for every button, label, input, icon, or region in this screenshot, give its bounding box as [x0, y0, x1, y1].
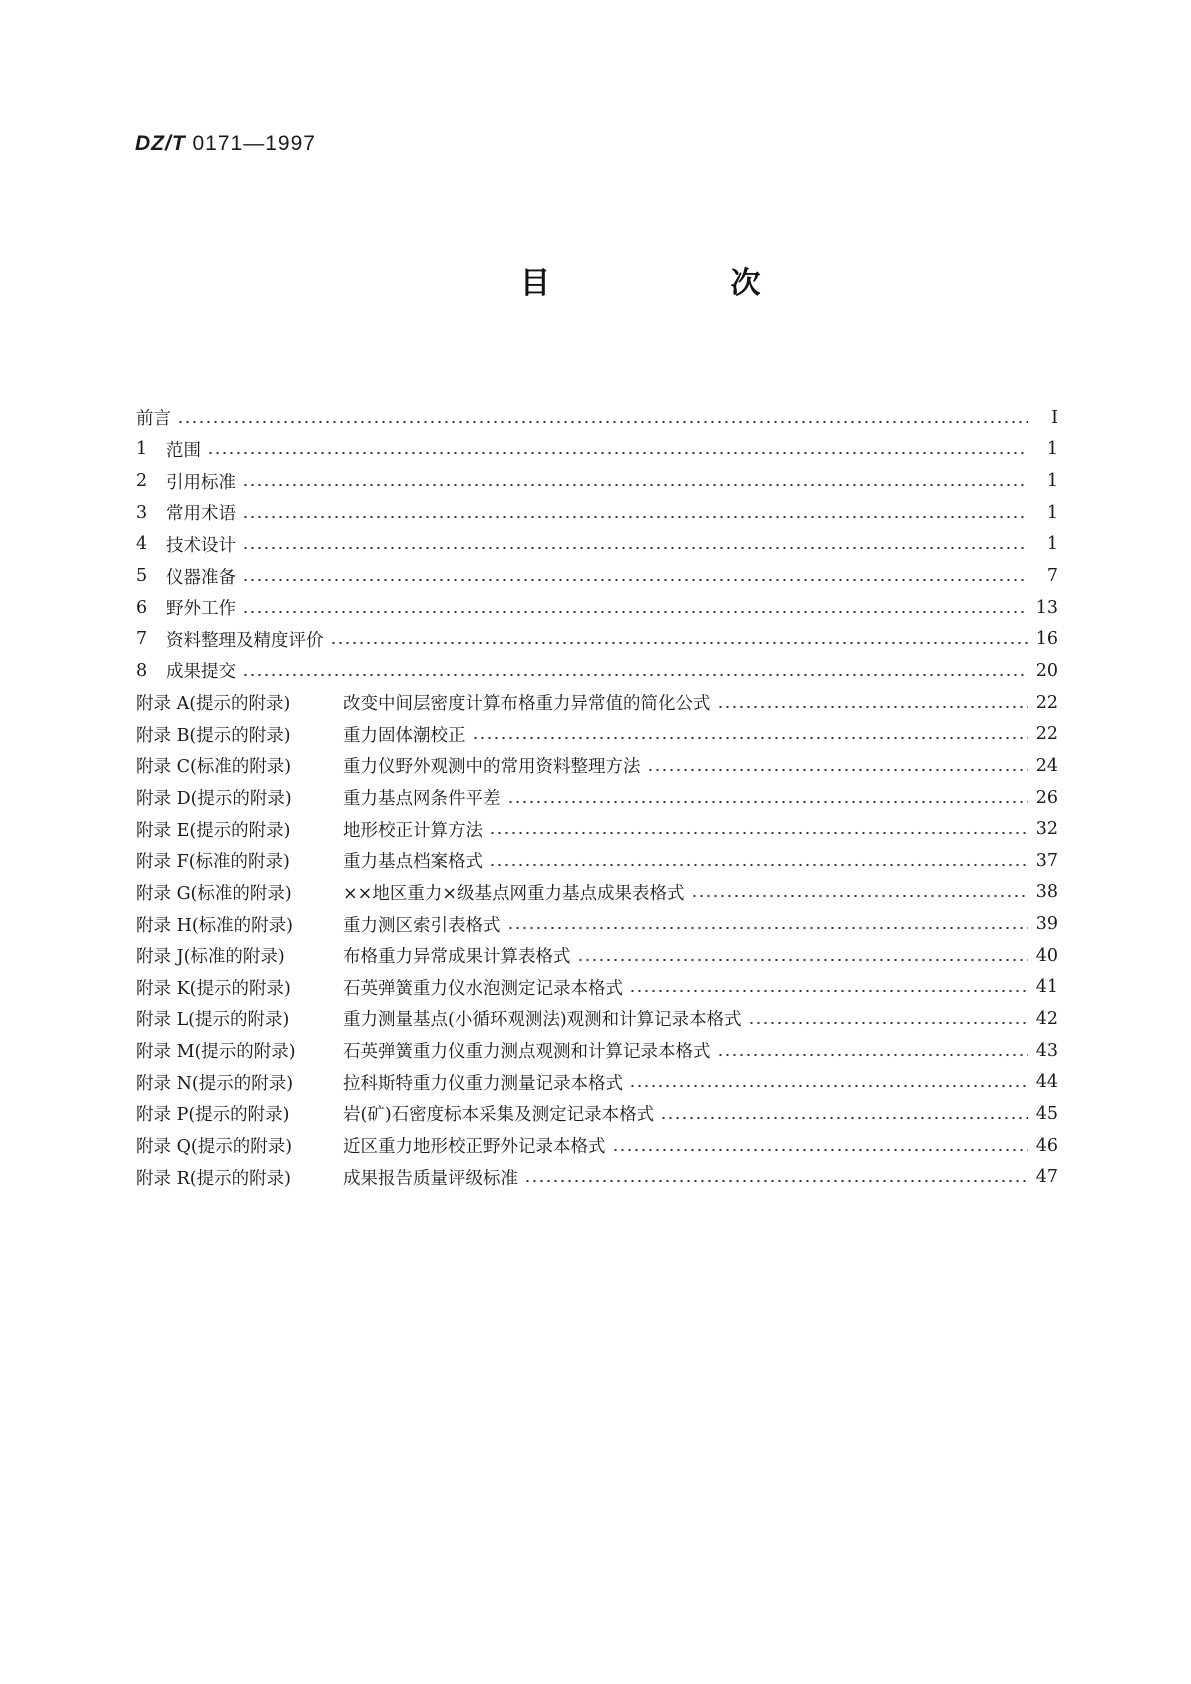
toc-entry-page: 32 [1035, 819, 1058, 840]
toc-entry-appendix: 附录 H(标准的附录) [136, 915, 293, 936]
toc-entry-page: 39 [1035, 914, 1058, 935]
toc-entry[interactable] [136, 940, 1058, 972]
toc-entry[interactable] [136, 845, 1058, 877]
toc-entry[interactable] [136, 560, 1058, 592]
toc-entry-appendix: 附录 R(提示的附录) [136, 1168, 291, 1189]
toc-dot-leader [472, 736, 1029, 740]
toc-dot-leader [577, 958, 1029, 962]
document-code-number: 0171—1997 [192, 132, 316, 155]
toc-entry[interactable] [136, 402, 1058, 434]
toc-entry-page: 7 [1046, 566, 1058, 587]
toc-entry-page: 40 [1035, 945, 1058, 966]
table-of-contents [136, 402, 1058, 1193]
toc-entry-label: 重力仪野外观测中的常用资料整理方法 [343, 757, 641, 778]
document-code-prefix: DZ/T [135, 132, 186, 155]
toc-entry-number: 4 [136, 534, 148, 555]
toc-entry-number: 7 [136, 629, 148, 650]
toc-entry[interactable] [136, 718, 1058, 750]
toc-entry[interactable] [136, 1161, 1058, 1193]
toc-entry-page: 43 [1035, 1040, 1058, 1061]
toc-entry-label: 成果报告质量评级标准 [343, 1168, 518, 1189]
toc-entry-page: 44 [1035, 1072, 1058, 1093]
toc-entry-page: 20 [1035, 660, 1058, 681]
toc-dot-leader [629, 989, 1028, 993]
toc-dot-leader [242, 546, 1028, 550]
toc-dot-leader [207, 451, 1028, 455]
toc-entry-appendix: 附录 L(提示的附录) [136, 1010, 290, 1031]
toc-entry-appendix: 附录 C(标准的附录) [136, 757, 292, 778]
toc-dot-leader [507, 800, 1029, 804]
toc-entry-page: 45 [1035, 1103, 1058, 1124]
toc-entry-appendix: 附录 A(提示的附录) [136, 694, 291, 715]
toc-entry-label: 野外工作 [166, 599, 236, 620]
toc-entry[interactable] [136, 1035, 1058, 1067]
toc-entry-page: 1 [1046, 471, 1058, 492]
toc-entry-label: 技术设计 [166, 535, 236, 556]
toc-entry-label: 石英弹簧重力仪水泡测定记录本格式 [343, 978, 623, 999]
toc-entry-appendix: 附录 E(提示的附录) [136, 820, 291, 841]
toc-dot-leader [242, 673, 1028, 677]
toc-entry-label: 改变中间层密度计算布格重力异常值的简化公式 [343, 694, 711, 715]
toc-entry-appendix: 附录 F(标准的附录) [136, 852, 290, 873]
toc-entry-label: 拉科斯特重力仪重力测量记录本格式 [343, 1073, 623, 1094]
toc-entry-label: 近区重力地形校正野外记录本格式 [343, 1137, 606, 1158]
toc-entry-label: ××地区重力×级基点网重力基点成果表格式 [343, 883, 685, 904]
toc-entry[interactable] [136, 623, 1058, 655]
toc-dot-leader [242, 515, 1028, 519]
toc-entry-appendix: 附录 B(提示的附录) [136, 725, 291, 746]
toc-entry-appendix: 附录 K(提示的附录) [136, 978, 291, 999]
toc-entry-page: 46 [1035, 1135, 1058, 1156]
toc-entry-page: 42 [1035, 1008, 1058, 1029]
toc-dot-leader [717, 705, 1029, 709]
toc-entry-page: 26 [1035, 787, 1058, 808]
toc-entry-label: 常用术语 [166, 504, 236, 525]
toc-entry-page: 47 [1035, 1167, 1058, 1188]
toc-dot-leader [489, 831, 1028, 835]
toc-entry[interactable] [136, 908, 1058, 940]
toc-entry[interactable] [136, 1098, 1058, 1130]
document-code [135, 132, 316, 156]
toc-entry-label: 成果提交 [166, 662, 236, 683]
toc-dot-leader [647, 768, 1029, 772]
toc-entry-label: 仪器准备 [166, 567, 236, 588]
toc-entry-number: 6 [136, 597, 148, 618]
toc-dot-leader [691, 894, 1029, 898]
toc-entry-page: 1 [1046, 502, 1058, 523]
toc-entry-label: 重力基点网条件平差 [343, 789, 501, 809]
toc-entry-page: 16 [1035, 629, 1058, 650]
toc-dot-leader [660, 1116, 1028, 1120]
toc-dot-leader [177, 420, 1028, 424]
toc-entry-page: 41 [1035, 977, 1058, 998]
toc-entry[interactable] [136, 813, 1058, 845]
toc-entry-number: 3 [136, 502, 148, 523]
toc-entry[interactable] [136, 1130, 1058, 1162]
toc-entry[interactable] [136, 655, 1058, 687]
toc-entry-page: 22 [1035, 724, 1058, 745]
toc-entry-label: 引用标准 [166, 472, 236, 493]
toc-entry-number: 8 [136, 660, 148, 681]
toc-entry[interactable] [136, 877, 1058, 909]
toc-entry-page: 1 [1046, 439, 1058, 460]
toc-entry-number: 5 [136, 566, 148, 587]
toc-dot-leader [717, 1053, 1029, 1057]
toc-entry-appendix: 附录 M(提示的附录) [136, 1042, 296, 1063]
toc-entry[interactable] [136, 687, 1058, 719]
toc-entry-number: 1 [136, 439, 148, 460]
toc-entry[interactable] [136, 465, 1058, 497]
toc-entry-label: 资料整理及精度评价 [166, 630, 324, 651]
toc-entry-appendix: 附录 P(提示的附录) [136, 1105, 290, 1126]
toc-entry[interactable] [136, 782, 1058, 814]
toc-entry[interactable] [136, 972, 1058, 1004]
toc-entry-label: 重力测区索引表格式 [343, 915, 501, 936]
toc-entry-page: 37 [1035, 850, 1058, 871]
toc-entry-label: 石英弹簧重力仪重力测点观测和计算记录本格式 [343, 1042, 711, 1063]
toc-dot-leader [524, 1179, 1028, 1183]
toc-entry-label: 重力测量基点(小循环观测法)观测和计算记录本格式 [343, 1010, 742, 1031]
toc-dot-leader [242, 483, 1028, 487]
toc-entry[interactable] [136, 750, 1058, 782]
toc-dot-leader [748, 1021, 1028, 1025]
toc-entry-label: 重力基点档案格式 [343, 852, 483, 873]
toc-entry-appendix: 附录 J(标准的附录) [136, 947, 285, 968]
toc-entry-label: 地形校正计算方法 [343, 820, 483, 841]
toc-entry-appendix: 附录 D(提示的附录) [136, 789, 292, 809]
toc-entry-page: 22 [1035, 692, 1058, 713]
toc-entry[interactable] [136, 434, 1058, 466]
toc-entry-page: 1 [1046, 534, 1058, 555]
toc-entry-label: 范围 [166, 440, 201, 461]
toc-entry[interactable] [136, 1003, 1058, 1035]
toc-dot-leader [507, 926, 1029, 930]
toc-dot-leader [242, 610, 1028, 614]
toc-dot-leader [242, 578, 1028, 582]
toc-entry-appendix: 附录 G(标准的附录) [136, 883, 292, 904]
toc-entry-label: 前言 [136, 409, 171, 430]
toc-entry-page: 24 [1035, 755, 1058, 776]
toc-dot-leader [489, 863, 1028, 867]
toc-entry-label: 布格重力异常成果计算表格式 [343, 947, 571, 968]
toc-entry-page: 13 [1035, 597, 1058, 618]
toc-entry-label: 重力固体潮校正 [343, 725, 466, 746]
toc-dot-leader [629, 1084, 1028, 1088]
toc-entry-page: 38 [1035, 882, 1058, 903]
toc-entry-label: 岩(矿)石密度标本采集及测定记录本格式 [343, 1105, 655, 1126]
toc-entry-appendix: 附录 N(提示的附录) [136, 1073, 294, 1094]
toc-entry[interactable] [136, 497, 1058, 529]
toc-dot-leader [612, 1148, 1029, 1152]
toc-dot-leader [330, 641, 1029, 645]
toc-entry[interactable] [136, 592, 1058, 624]
page-title: 目 次 [520, 266, 846, 301]
toc-entry-number: 2 [136, 471, 148, 492]
toc-entry[interactable] [136, 529, 1058, 561]
toc-entry[interactable] [136, 1066, 1058, 1098]
toc-entry-appendix: 附录 Q(提示的附录) [136, 1137, 293, 1158]
toc-entry-page: I [1051, 407, 1058, 428]
